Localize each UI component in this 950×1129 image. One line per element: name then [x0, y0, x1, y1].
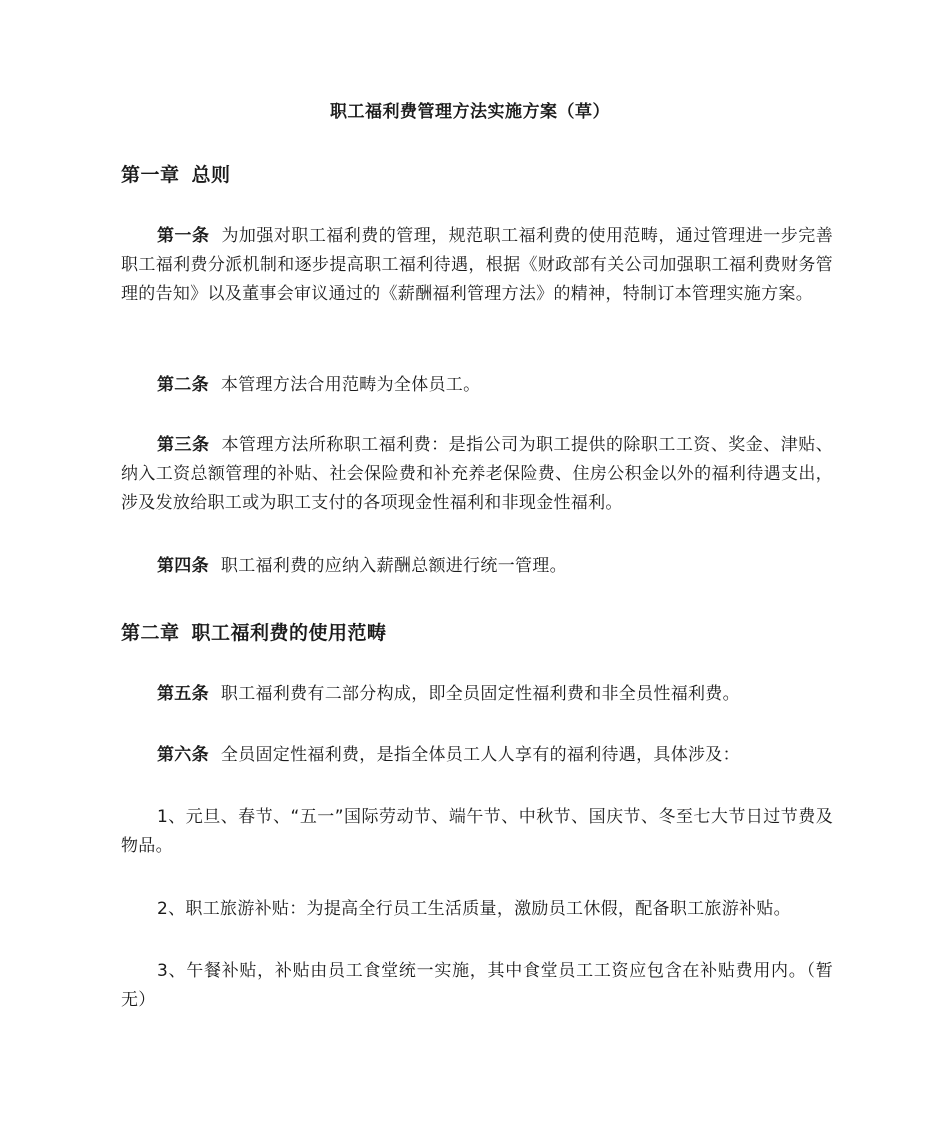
chapter-title: 职工福利费的使用范畴 — [191, 622, 387, 644]
article-2 — [121, 371, 833, 400]
chapter-number: 第一章 — [121, 164, 180, 186]
article-number: 第四条 — [157, 556, 209, 576]
article-6 — [121, 741, 833, 770]
chapter-1-heading — [121, 160, 231, 187]
article-1 — [121, 222, 833, 309]
article-text: 本管理方法合用范畴为全体员工。 — [220, 375, 481, 395]
article-5 — [121, 680, 833, 709]
article-3 — [121, 431, 833, 518]
document-title: 职工福利费管理方法实施方案（草） — [330, 102, 610, 122]
chapter-number: 第二章 — [121, 622, 180, 644]
list-item: 2、职工旅游补贴：为提高全行员工生活质量，激励员工休假，配备职工旅游补贴。 — [157, 899, 791, 919]
article-number: 第二条 — [157, 375, 209, 395]
article-4 — [121, 552, 833, 581]
article-number: 第一条 — [157, 226, 210, 246]
chapter-title: 总则 — [191, 164, 231, 186]
article-text: 全员固定性福利费，是指全体员工人人享有的福利待遇，具体涉及： — [220, 745, 740, 765]
article-text: 本管理方法所称职工福利费：是指公司为职工提供的除职工工资、奖金、津贴、纳入工资总额管理的补贴、社会保险费和补充养老保险费、住房公积金以外的福利待遇支出，涉及发放给职工或为职工支付的各项现金性福利和非现金性福利。 — [121, 435, 833, 513]
list-item: 1、元旦、春节、“五一”国际劳动节、端午节、中秋节、国庆节、冬至七大节日过节费及物品。 — [121, 807, 833, 856]
list-item: 3、午餐补贴，补贴由员工食堂统一实施，其中食堂员工工资应包含在补贴费用内。（暂无） — [121, 961, 833, 1010]
article-number: 第三条 — [157, 435, 210, 455]
article-number: 第六条 — [157, 745, 209, 765]
chapter-2-heading — [121, 618, 387, 645]
article-text: 为加强对职工福利费的管理，规范职工福利费的使用范畴，通过管理进一步完善职工福利费分派机制和逐步提高职工福利待遇，根据《财政部有关公司加强职工福利费财务管理的告知》以及董事会审议通过的《薪酬福利管理方法》的精神，特制订本管理实施方案。 — [121, 226, 833, 304]
article-number: 第五条 — [157, 684, 209, 704]
article-text: 职工福利费有二部分构成，即全员固定性福利费和非全员性福利费。 — [220, 684, 740, 704]
article-text: 职工福利费的应纳入薪酬总额进行统一管理。 — [220, 556, 567, 576]
